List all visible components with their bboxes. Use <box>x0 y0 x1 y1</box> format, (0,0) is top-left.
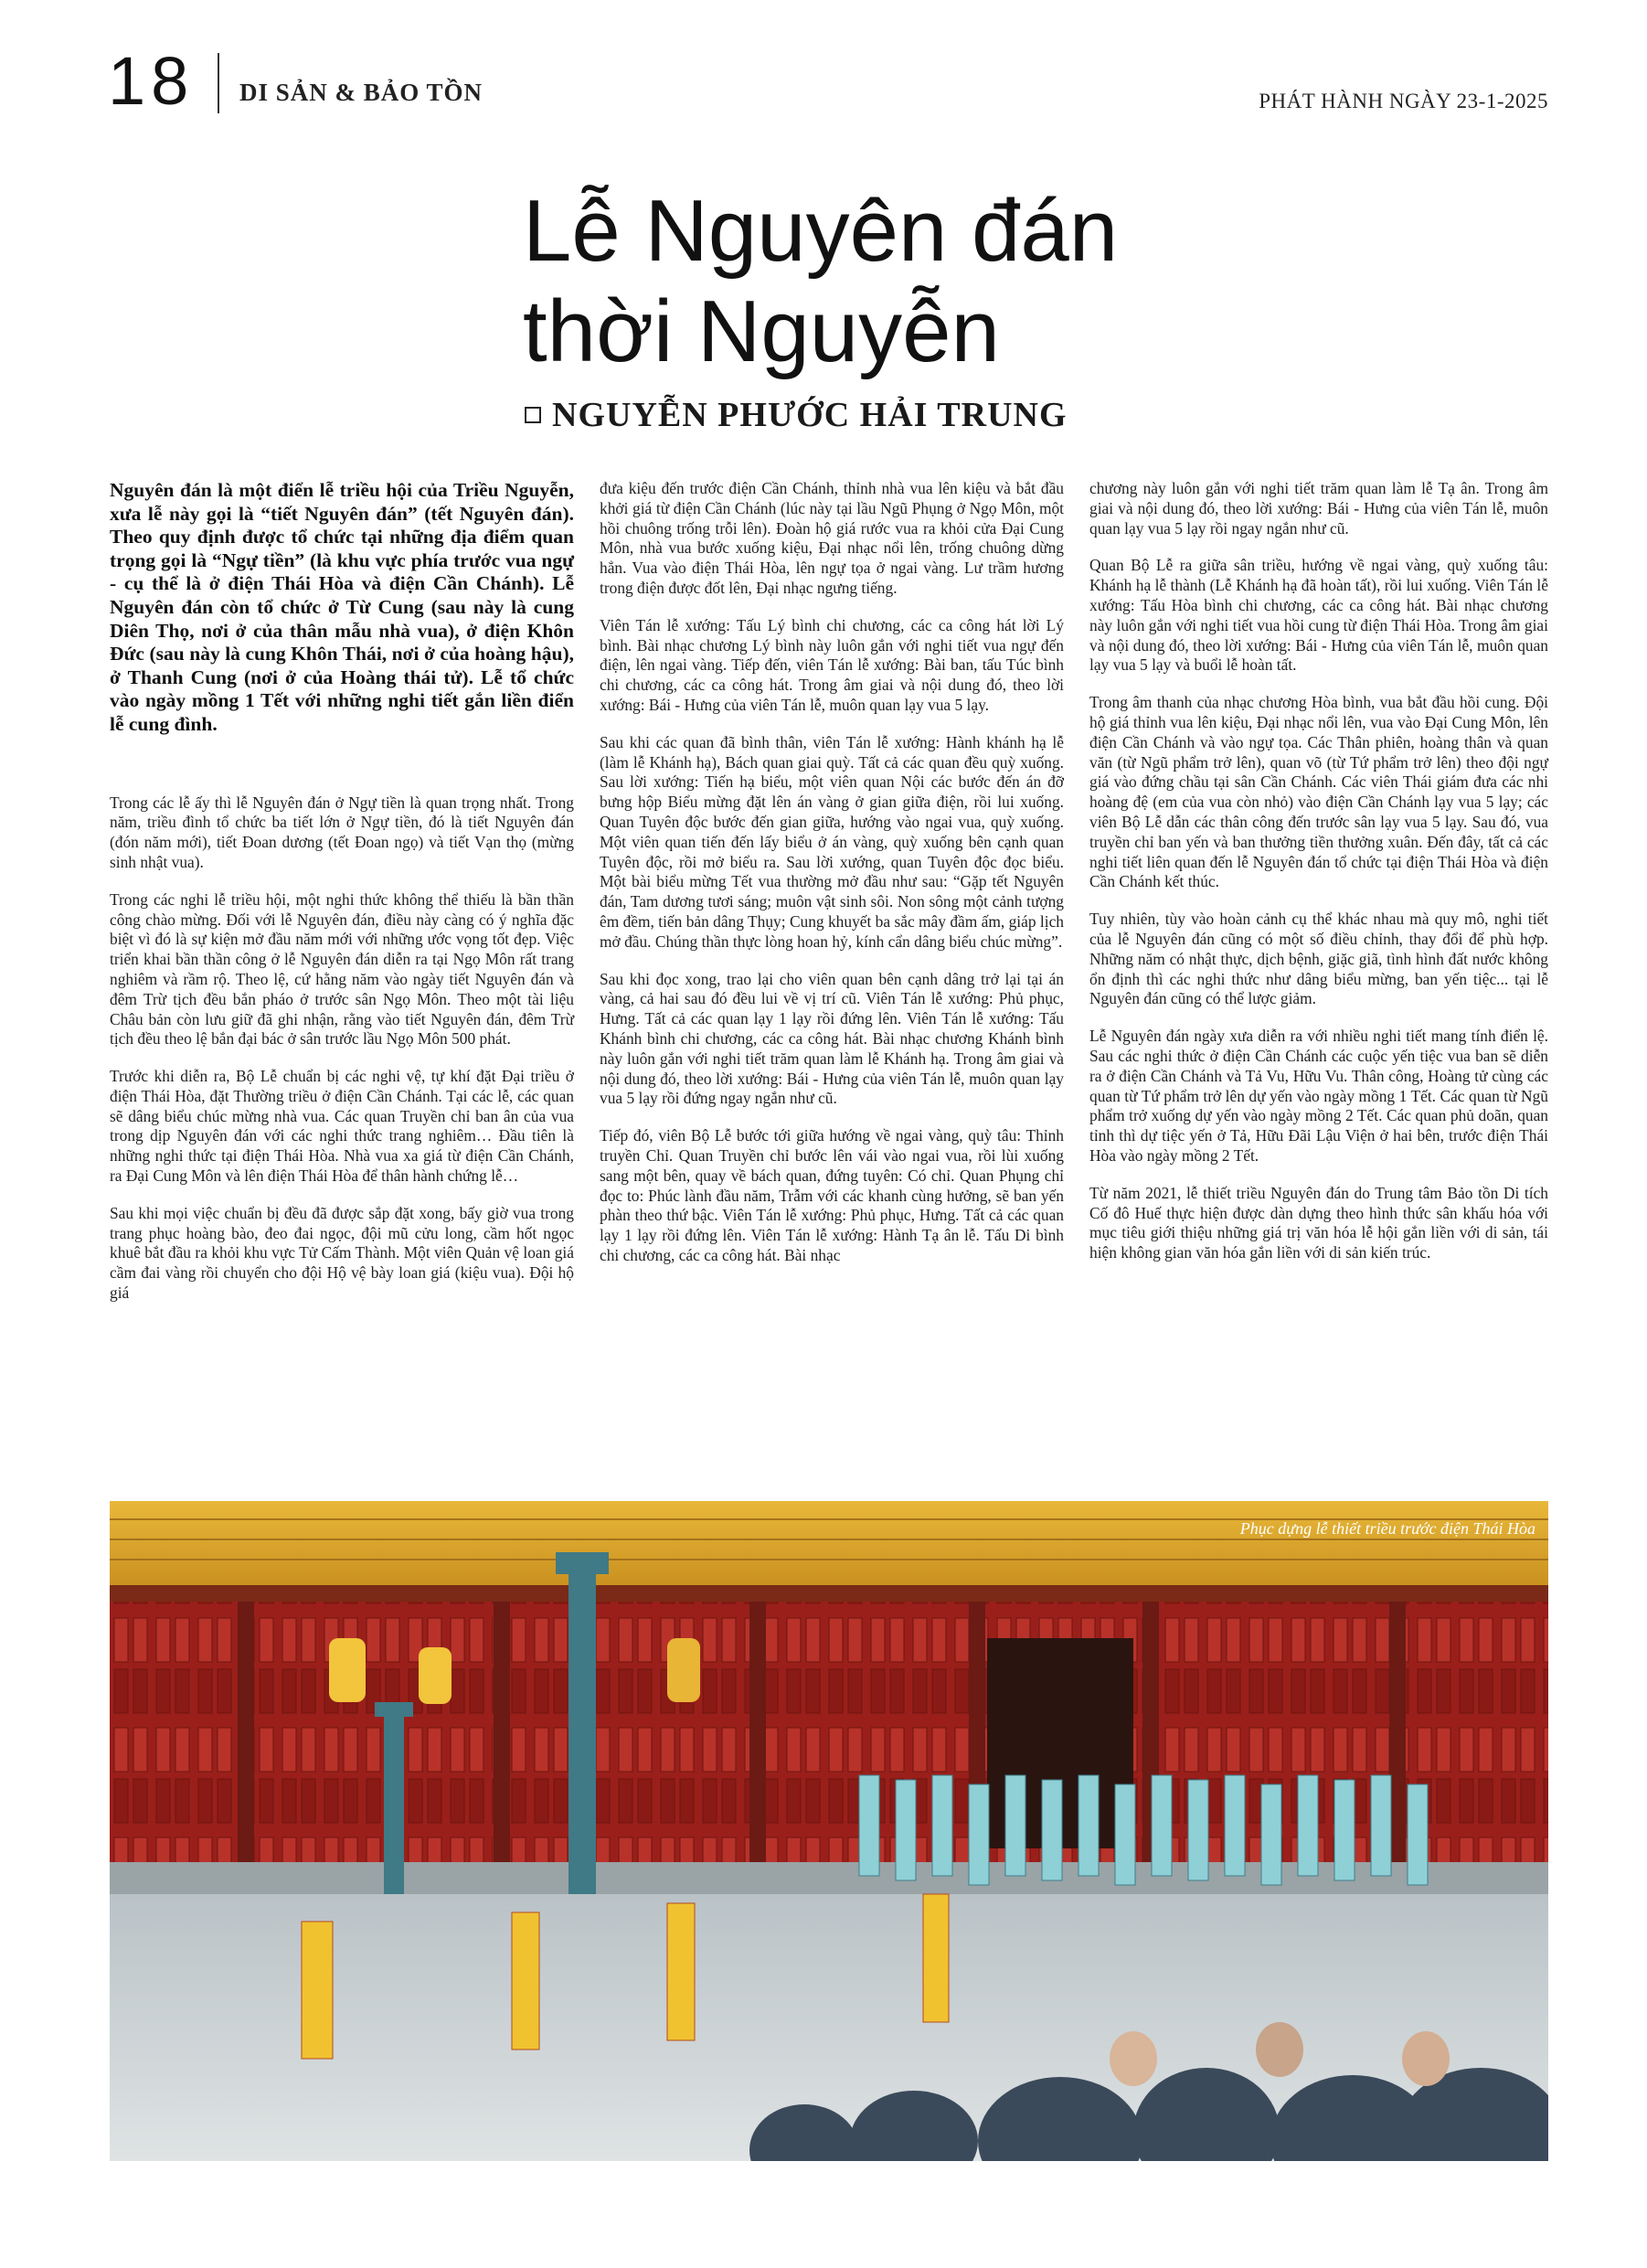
column-1 <box>110 479 574 1321</box>
paragraph: Sau khi đọc xong, trao lại cho viên quan bên cạnh dâng trở lại tại án vàng, cả hai sau đó đều lui về vị trí cũ. Viên Tán lễ xướng: Phủ phục, Hưng. Tất cả các quan lạy 1 lạy rồi đứng lên. Viên Tán lễ xướng: Tấu Khánh bình chi chương, các ca công hát. Bài nhạc chương Khánh bình này luôn gắn với nghi tiết trăm quan làm lễ Khánh hạ. Trong âm giai và nội dung đó, theo lời xướng: Bái - Hưng của viên Tán lễ, muôn quan lạy vua 5 lạy rồi đứng ngay ngắn như cũ. <box>600 969 1064 1108</box>
paragraph: Sau khi các quan đã bình thân, viên Tán lễ xướng: Hành khánh hạ lễ (làm lễ Khánh hạ), Bách quan giai quỳ. Tất cả các quan đều quỳ xuống. Sau lời xướng: Tiến hạ biểu, một viên quan Nội các bước đến án đỡ bưng hộp Biểu mừng đặt lên án vàng ở gian giữa điện, rồi lui xuống. Quan Tuyên độc bước đến gian giữa, hướng vào ngai vua, quỳ xuống. Một viên quan tiến đến lấy biểu ở án vàng, quỳ xuống bên cạnh quan Tuyên độc, rồi mở biểu ra. Sau lời xướng, quan Tuyên độc đọc biểu. Một bài biểu mừng Tết vua thường mở đầu như sau: “Gặp tết Nguyên đán, Tam dương tươi sáng; muôn vật sinh sôi. Non sông một cảnh tượng êm đềm, tiến bản dâng Thụy; Cung khuyết ba sắc mây đầm ấm, giáp lịch mở đầu. Chúng thần thực lòng hoan hỷ, kính cẩn dâng biểu chúc mừng”. <box>600 732 1064 951</box>
paragraph: Viên Tán lễ xướng: Tấu Lý bình chi chương, các ca công hát lời Lý bình. Bài nhạc chương Lý bình này luôn gắn với nghi tiết vua ngự đến điện, lên ngai vàng. Tiếp đến, viên Tán lễ xướng: Bài ban, tấu Túc bình chi chương, các ca công hát. Trong âm giai và nội dung đó, theo lời xướng: Bái - Hưng của viên Tán lễ, muôn quan lạy vua 5 lạy. <box>600 615 1064 714</box>
paragraph: Quan Bộ Lễ ra giữa sân triều, hướng về ngai vàng, quỳ xuống tâu: Khánh hạ lễ thành (Lễ Khánh hạ đã hoàn tất), rồi lui xuống. Viên Tán lễ xướng: Tấu Hòa bình chi chương, các ca công hát. Bài nhạc chương này luôn gắn với nghi tiết vua hồi cung từ điện Thái Hòa. Trong âm giai và nội dung đó, theo lời xướng: Bái - Hưng của viên Tán lễ, muôn quan lạy vua 5 lạy và buổi lễ hoàn tất. <box>1089 556 1548 675</box>
title-line-2: thời Nguyễn <box>523 282 1000 380</box>
issue-date: PHÁT HÀNH NGÀY 23-1-2025 <box>1259 90 1548 112</box>
paragraph: Trong các lễ ấy thì lễ Nguyên đán ở Ngự tiền là quan trọng nhất. Trong năm, triều đình tổ chức ba tiết lớn ở Ngự tiền, đó là tiết Nguyên đán (đón năm mới), tiết Đoan dương (tết Đoan ngọ) và tiết Vạn thọ (mừng sinh nhật vua). <box>110 793 574 871</box>
ceremony-illustration <box>110 1501 1548 2161</box>
paragraph: Trong các nghi lễ triều hội, một nghi thức không thể thiếu là bần thần công chào mừng. Đối với lễ Nguyên đán, điều này càng có ý nghĩa đặc biệt vì đó là sự kiện mở đầu năm mới với những ước vọng tốt đẹp. Việc triển khai bần thần công ở lễ Nguyên đán diễn ra tại Ngọ Môn rất trang nghiêm và rầm rộ. Theo lệ, cứ hằng năm vào ngày tiết Nguyên đán và đêm Trừ tịch đều bắn pháo ở trước sân Ngọ Môn. Theo một tài liệu Châu bản còn lưu giữ đã ghi nhận, rằng vào tiết Nguyên đán, đêm Trừ tịch đều theo lệ bắn đại bác ở sân trước lầu Ngọ Môn 500 phát. <box>110 889 574 1049</box>
column-3 <box>1089 479 1548 1281</box>
paragraph: Trong âm thanh của nhạc chương Hòa bình, vua bắt đầu hồi cung. Đội hộ giá thỉnh vua lên kiệu, Đại nhạc nổi lên, vua vào Đại Cung Môn, lên điện Cần Chánh và vào ngự tọa. Các Thân phiên, hoàng thân và quan văn (từ Ngũ phẩm trở lên), quan võ (từ Tứ phẩm trở lên) theo đội ngự giá vào đứng chầu tại sân Cần Chánh. Các viên Thái giám đưa các nhi hoàng đệ (em của vua còn nhỏ) vào điện Cần Chánh lạy vua 5 lạy; các viên Bộ Lễ dẫn các thân công đến trước sân lạy vua 5 lạy. Sau đó, vua truyền chỉ ban yến và ban thưởng tiền thưởng xuân. Đến đây, tất cả các nghi tiết liên quan đến lễ Nguyên đán tổ chức tại điện Thái Hòa và điện Cần Chánh kết thúc. <box>1089 693 1548 891</box>
stone-steps <box>110 1862 1548 1897</box>
paragraph: Tiếp đó, viên Bộ Lễ bước tới giữa hướng về ngai vàng, quỳ tâu: Thỉnh truyền Chỉ. Quan Truyền chỉ bước lên vái vào ngai vua, rồi lùi xuống sang một bên, quay về bách quan, đứng tuyên: Có chỉ. Quan Phụng chỉ đọc to: Phúc lành đầu năm, Trẫm với các khanh cùng hưởng, sẽ ban yến phàn theo thứ bậc. Viên Tán lễ xướng: Phủ phục, Hưng. Tất cả các quan lạy 1 lạy rồi đứng lên. Viên Tán lễ xướng: Hành Tạ ân lễ. Tấu Di bình chi chương, các ca công hát. Bài nhạc <box>600 1126 1064 1264</box>
byline <box>525 395 1068 435</box>
author-name: NGUYỄN PHƯỚC HẢI TRUNG <box>552 396 1068 434</box>
article-title <box>523 181 1565 382</box>
photo-caption: Phục dựng lễ thiết triều trước điện Thái Hòa <box>1239 1519 1535 1538</box>
section-label: DI SẢN & BẢO TỒN <box>239 79 483 106</box>
paragraph: Tuy nhiên, tùy vào hoàn cảnh cụ thể khác nhau mà quy mô, nghi tiết của lễ Nguyên đán cũng có một số điều chỉnh, thay đổi để phù hợp. Những năm có nhật thực, dịch bệnh, giặc giã, tình hình đất nước không ổn định thì các nghi thức như dâng biểu mừng, ban yến tiệc... tại lễ Nguyên đán cũng có thể lược giảm. <box>1089 910 1548 1008</box>
paragraph: Trước khi diễn ra, Bộ Lễ chuẩn bị các nghi vệ, tự khí đặt Đại triều ở điện Thái Hòa, đặt Thường triều ở điện Cần Chánh. Tại các lễ, các quan sẽ dâng biểu chúc mừng nhà vua. Các quan Truyền chỉ ban ân của vua trong dịp Nguyên đán với các nghi thức trang nghiêm… Đầu tiên là những nghi thức tại điện Thái Hòa. Nhà vua xa giá từ điện Cần Chánh, ra Đại Cung Môn và lên điện Thái Hòa để thân hành chứng lễ… <box>110 1067 574 1186</box>
paragraph: Lễ Nguyên đán ngày xưa diễn ra với nhiều nghi tiết mang tính điển lệ. Sau các nghi thức ở điện Cần Chánh các cuộc yến tiệc vua ban sẽ diễn ra ở điện Cần Chánh và Tả Vu, Hữu Vu. Thân công, Hoàng tử cùng các quan từ Tứ phẩm trở lên dự yến vào ngày mồng 1 Tết. Các quan từ Ngũ phẩm trở xuống dự yến vào ngày mồng 2 Tết. Các quan phủ doãn, quan tỉnh thì dự tiệc yến ở Tả, Hữu Đãi Lậu Viện ở hai bên, trước điện Thái Hòa vào ngày mồng 2 Tết. <box>1089 1027 1548 1165</box>
ceremony-photo <box>110 1501 1548 2161</box>
paragraph: Sau khi mọi việc chuẩn bị đều đã được sắp đặt xong, bấy giờ vua trong trang phục hoàng bào, đeo đai ngọc, đội mũ cửu long, cầm hốt ngọc khuê bắt đầu ra khỏi khu vực Tử Cấm Thành. Một viên Quản vệ loan giá cầm đai vàng rồi chuyển cho đội Hộ vệ bày loan giá (kiệu vua). Đội hộ giá <box>110 1203 574 1303</box>
paragraph: đưa kiệu đến trước điện Cần Chánh, thỉnh nhà vua lên kiệu và bắt đầu khởi giá từ điện Cần Chánh (lúc này tại lầu Ngũ Phụng ở Ngọ Môn, một hồi chuông trống trỗi lên). Đoàn hộ giá rước vua ra khỏi cửa Đại Cung Môn, nhà vua bước xuống kiệu, Đại nhạc nổi lên, trống chuông dừng hẳn. Vua vào điện Thái Hòa, lên ngự tọa ở ngai vàng. Lư trầm hương trong điện được đốt lên, Đại nhạc ngưng tiếng. <box>600 479 1064 597</box>
title-line-1: Lễ Nguyên đán <box>523 182 1119 280</box>
palace-wall <box>110 1602 1548 1876</box>
byline-square-icon <box>525 407 541 423</box>
column-2 <box>600 479 1064 1283</box>
palace-roof <box>110 1501 1548 1589</box>
roof-eave <box>110 1585 1548 1602</box>
header-divider <box>218 53 219 113</box>
paragraph: Từ năm 2021, lễ thiết triều Nguyên đán do Trung tâm Bảo tồn Di tích Cố đô Huế thực hiện được dàn dựng theo hình thức sân khấu hóa với mục tiêu giới thiệu những giá trị văn hóa lễ hội gắn liền với di sản, tái hiện không gian văn hóa gắn liền với di sản kiến trúc. <box>1089 1183 1548 1262</box>
paragraph: chương này luôn gắn với nghi tiết trăm quan làm lễ Tạ ân. Trong âm giai và nội dung đó, theo lời xướng: Bái - Hưng của viên Tán lễ, muôn quan lạy vua 5 lạy rồi ngay ngắn như cũ. <box>1089 479 1548 538</box>
page-number: 18 <box>108 43 195 119</box>
lead-paragraph: Nguyên đán là một điển lễ triều hội của Triều Nguyễn, xưa lễ này gọi là “tiết Nguyên đán” (tết Nguyên đán). Theo quy định được tổ chức tại những địa điểm quan trọng gọi là “Ngự tiền” (là khu vực phía trước vua ngự - cụ thể là ở điện Thái Hòa và điện Cần Chánh). Lễ Nguyên đán còn tổ chức ở Từ Cung (sau này là cung Diên Thọ, nơi ở của thân mẫu nhà vua), ở điện Khôn Đức (sau này là cung Khôn Thái, nơi ở của hoàng hậu), ở Thanh Cung (nơi ở của Hoàng thái tử). Lễ tổ chức vào ngày mồng 1 Tết với những nghi tiết gắn liền điển lễ cung đình. <box>110 479 574 735</box>
